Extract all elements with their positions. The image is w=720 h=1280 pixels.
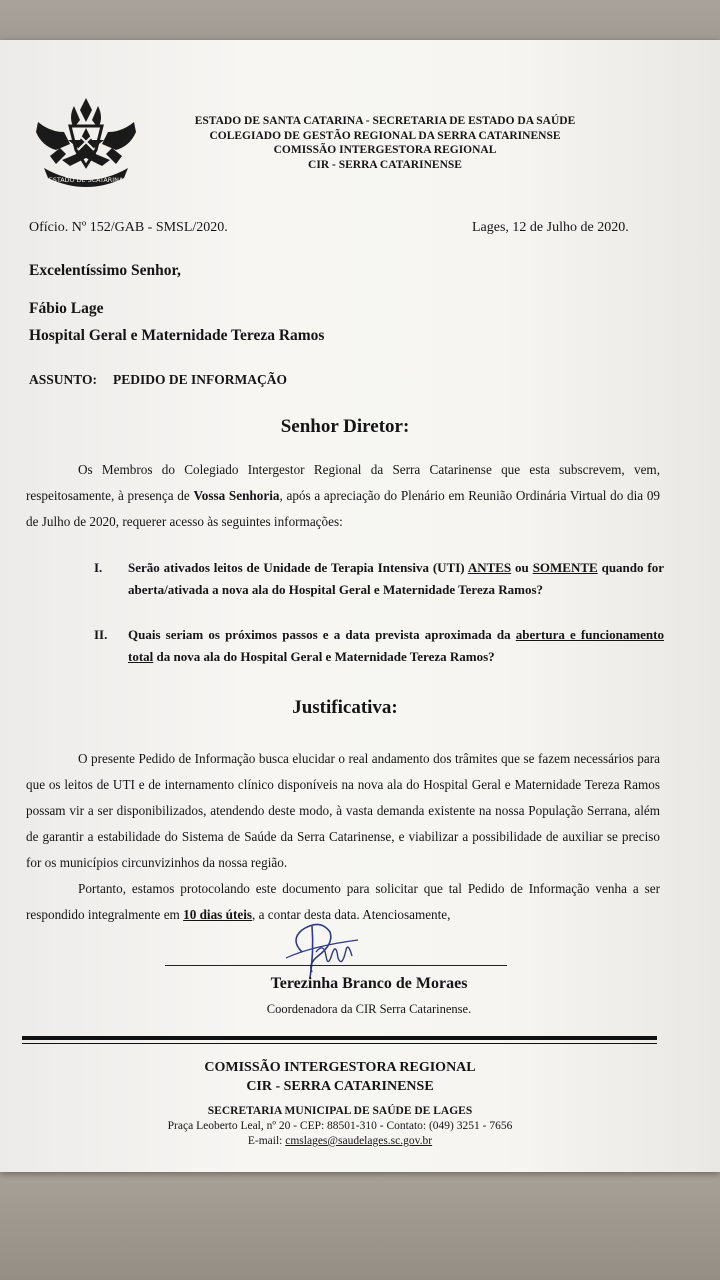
letterhead-line-2: COLEGIADO DE GESTÃO REGIONAL DA SERRA CATARINENSE (209, 129, 561, 142)
intro-text-2: , após a apreciação do Plenário em Reunião Ordinária Virtual do dia 09 de Julho de 2020, requerer acesso às seguintes informações: (26, 488, 661, 529)
subject-value: PEDIDO DE INFORMAÇÃO (113, 372, 288, 387)
closing-paragraph: Portanto, estamos protocolando este documento para solicitar que tal Pedido de Informação venha a ser respondido integralmente em 10 dias úteis, a contar desta data. Atenciosamente, (26, 881, 660, 922)
footer-org-line-1: COMISSÃO INTERGESTORA REGIONAL (204, 1060, 476, 1075)
footer-divider-thin (22, 1043, 657, 1044)
letterhead (170, 114, 600, 172)
question-number-1: I. (94, 560, 103, 575)
footer-email-label: E-mail: (247, 1135, 286, 1147)
signatory-name: Terezinha Branco de Moraes (270, 975, 468, 992)
intro-bold: Vossa Senhoria (193, 488, 280, 503)
letter-date: Lages, 12 de Julho de 2020. (472, 220, 629, 235)
addressee-name: Fábio Lage (29, 300, 104, 317)
desk-background-bottom (0, 1170, 720, 1280)
footer-email-link[interactable]: cmslages@saudelages.sc.gov.br (285, 1135, 433, 1147)
underlined-abertura: abertura e funcionamento total (128, 627, 664, 664)
footer-email-line (0, 1134, 680, 1149)
letterhead-line-3: COMISSÃO INTERGESTORA REGIONAL (273, 144, 497, 156)
question-item-2 (94, 624, 664, 668)
document-page (0, 40, 720, 1172)
footer-contact (0, 1104, 680, 1149)
question-text-2: Quais seriam os próximos passos e a data prevista aproximada da abertura e funcionamento total da nova ala do Hospital Geral e Maternidade Tereza Ramos? (128, 627, 664, 664)
greeting-heading: Senhor Diretor: (280, 416, 410, 437)
letterhead-line-4: CIR - SERRA CATARINENSE (308, 158, 462, 171)
footer-secretaria: SECRETARIA MUNICIPAL DE SAÚDE DE LAGES (207, 1105, 473, 1117)
justification-heading: Justificativa: (292, 697, 398, 718)
question-text-1: Serão ativados leitos de Unidade de Terapia Intensiva (UTI) ANTES ou SOMENTE quando for aberta/ativada a nova ala do Hospital Geral e Maternidade Tereza Ramos? (128, 560, 664, 597)
underlined-antes: ANTES (467, 560, 512, 575)
addressee-institution: Hospital Geral e Maternidade Tereza Ramos (29, 327, 325, 344)
salutation: Excelentíssimo Senhor, (29, 262, 181, 279)
oficio-number: Ofício. Nº 152/GAB - SMSL/2020. (29, 220, 228, 235)
signatory-role: Coordenadora da CIR Serra Catarinense. (266, 1002, 472, 1016)
intro-paragraph (26, 457, 660, 535)
deadline-bold: 10 dias úteis (183, 907, 252, 922)
footer-organization (0, 1058, 680, 1096)
crest-banner-text: ESTADO DE SCATARINA (48, 176, 124, 184)
footer-divider-thick (22, 1036, 657, 1040)
letterhead-line-1: ESTADO DE SANTA CATARINA - SECRETARIA DE ESTADO DA SAÚDE (194, 115, 576, 127)
subject-line (29, 372, 287, 388)
justification-paragraph: O presente Pedido de Informação busca elucidar o real andamento dos trâmites que se fazem necessários para que os leitos de UTI e de internamento clínico disponíveis na nova ala do Hospital Geral e Maternidade Tereza Ramos possam vir a ser disponibilizados, atendendo deste modo, à vasta demanda existente na nossa População Serrana, além de garantir a estabilidade do Sistema de Saúde da Serra Catarinense, e viabilizar a possibilidade de auxiliar se preciso for os municípios circunvizinhos da nossa região. (26, 751, 660, 870)
underlined-somente: SOMENTE (532, 560, 598, 575)
question-number-2: II. (94, 627, 108, 642)
question-item-1 (94, 557, 664, 601)
footer-org-line-2: CIR - SERRA CATARINENSE (246, 1079, 434, 1094)
state-crest-logo (30, 92, 142, 196)
signature-line (165, 965, 507, 966)
handwritten-signature (272, 912, 372, 982)
subject-label: ASSUNTO: (29, 372, 98, 387)
footer-address: Praça Leoberto Leal, nº 20 - CEP: 88501-310 - Contato: (049) 3251 - 7656 (167, 1120, 513, 1132)
intro-text-1: Os Membros do Colegiado Intergestor Regional da Serra Catarinense que esta subscrevem, vem, respeitosamente, à presença de (26, 462, 660, 503)
